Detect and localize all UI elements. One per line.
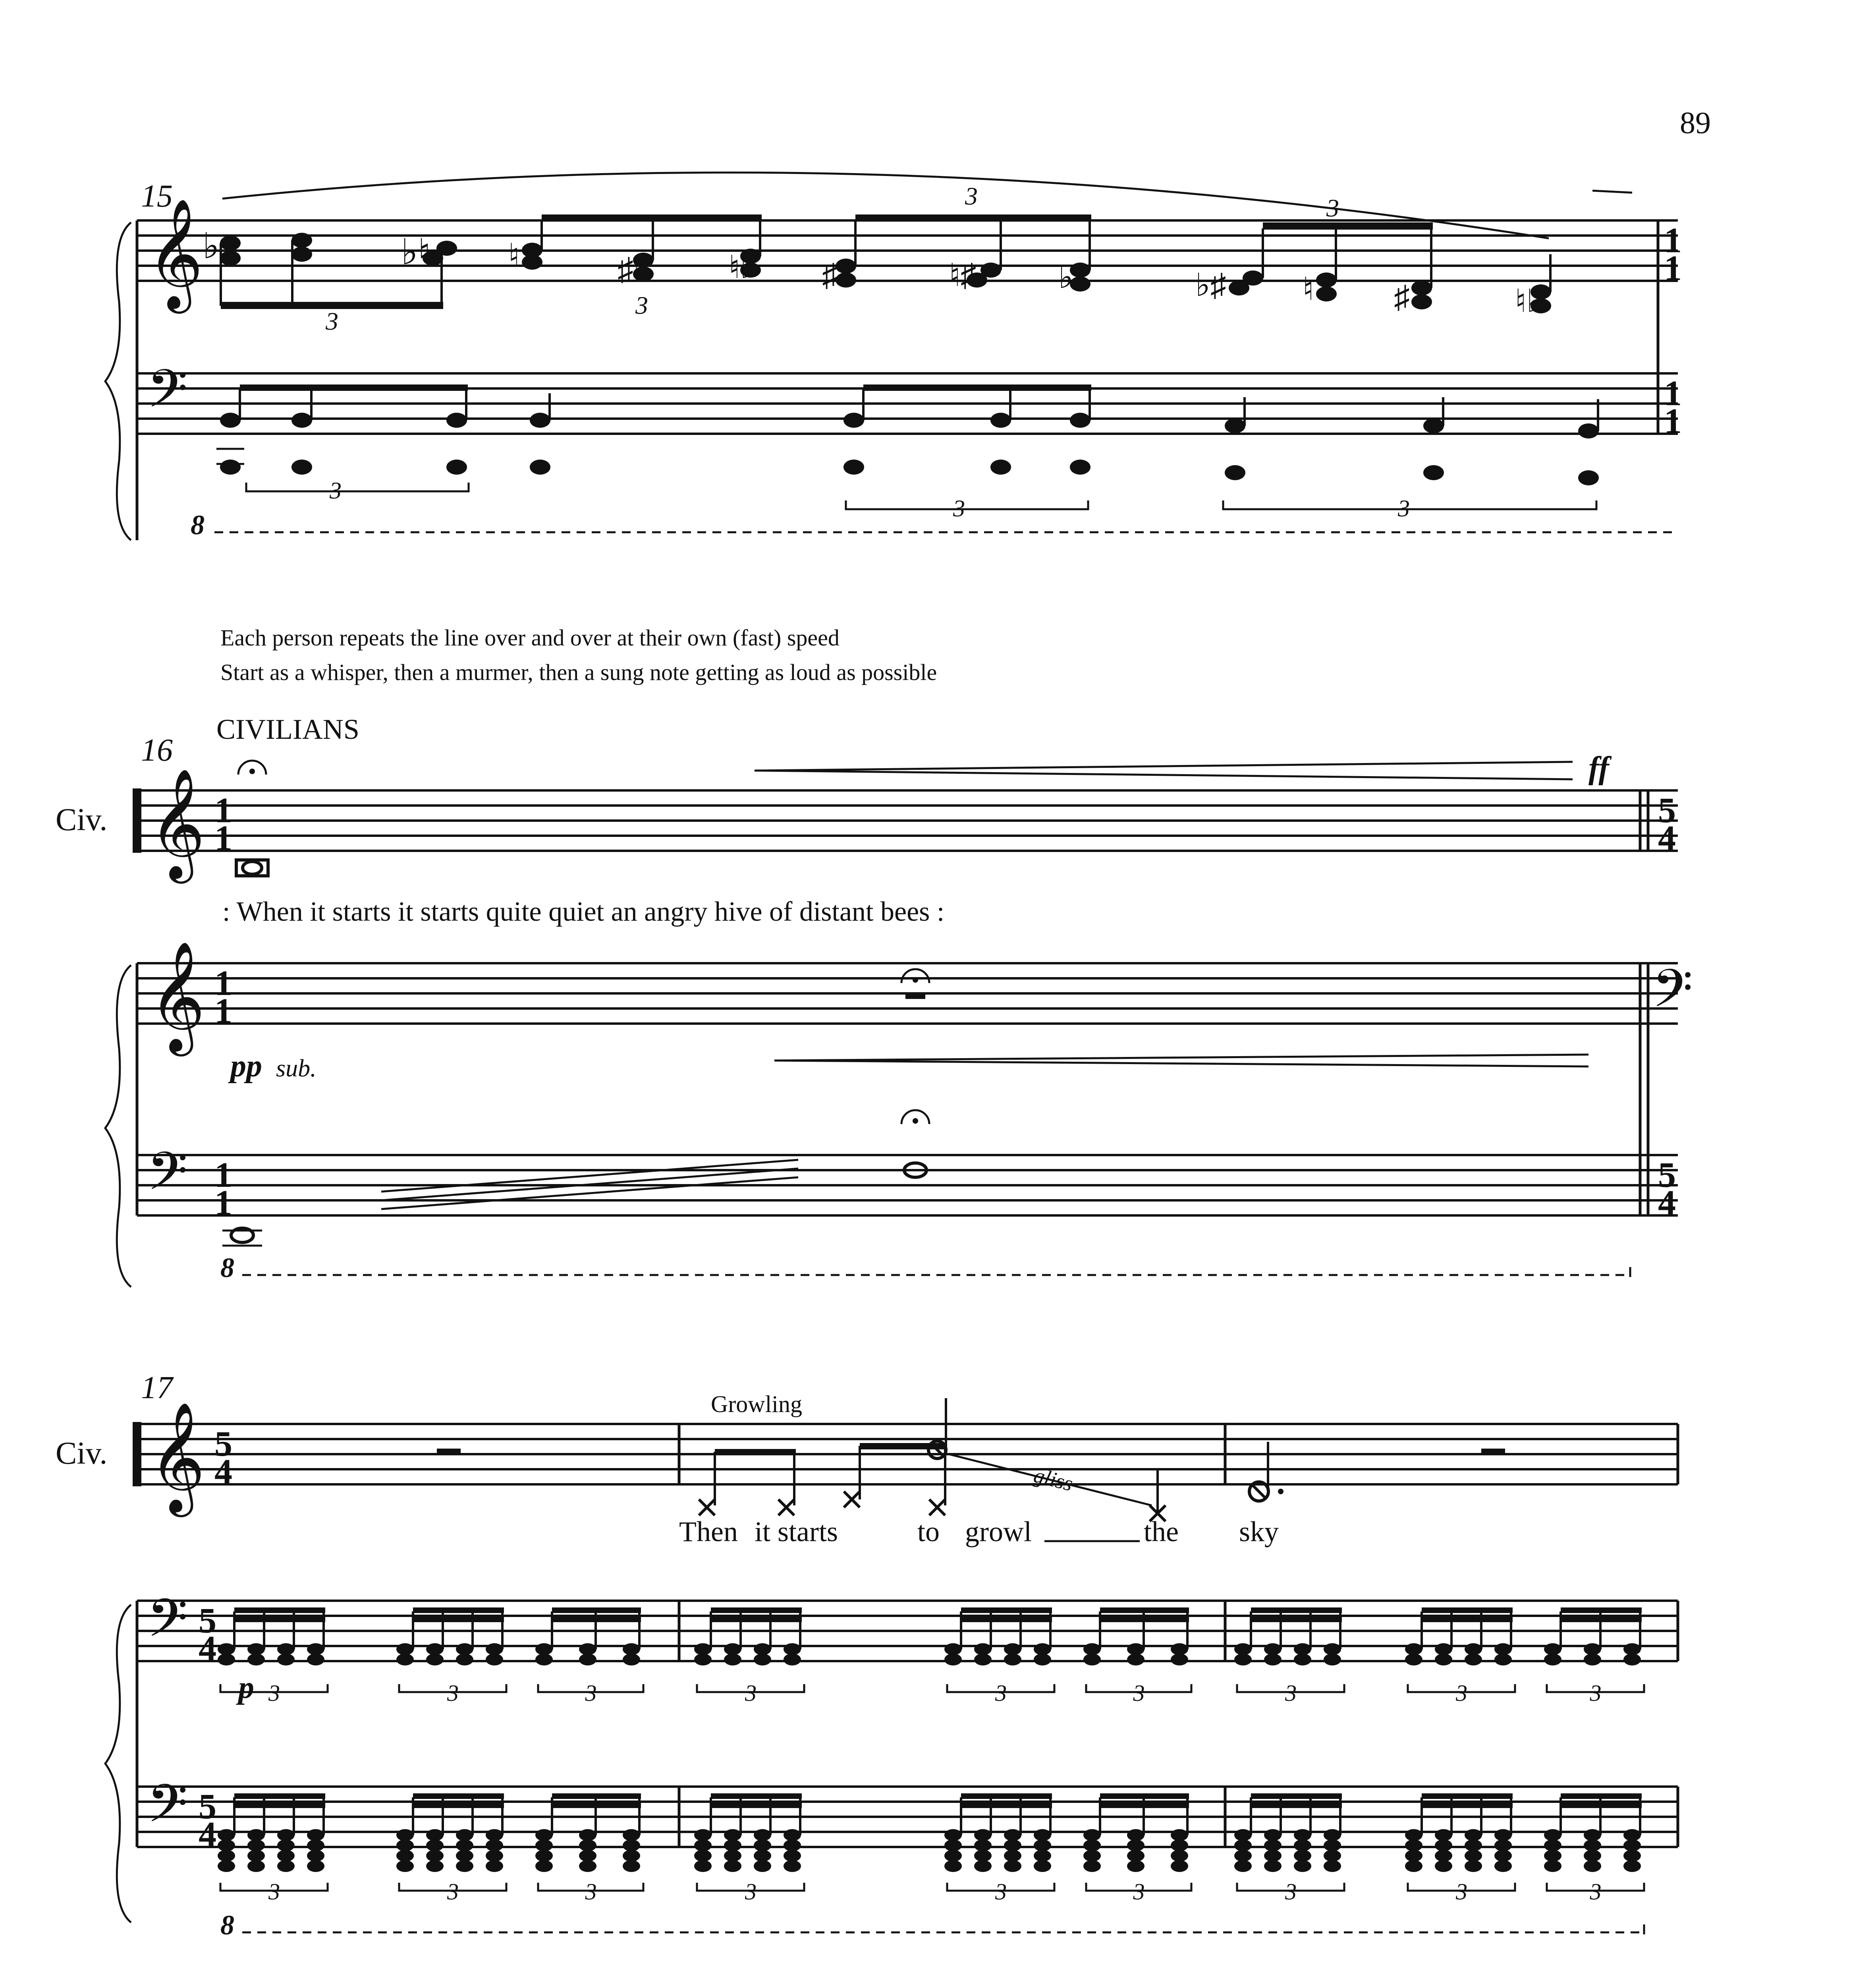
svg-text:♮: ♮ bbox=[1303, 272, 1314, 307]
grand-staff-brace bbox=[105, 222, 131, 540]
page-number: 89 bbox=[1680, 105, 1711, 140]
svg-text:♯♮: ♯♮ bbox=[618, 252, 645, 287]
svg-text:𝄢: 𝄢 bbox=[147, 1775, 188, 1846]
svg-text:𝄞: 𝄞 bbox=[149, 771, 205, 877]
svg-text:♭: ♭ bbox=[203, 227, 220, 266]
instruction-line-1: Each person repeats the line over and over at their own (fast) speed bbox=[220, 625, 840, 651]
svg-text:3: 3 bbox=[330, 477, 342, 504]
staff-label-civ: Civ. bbox=[56, 802, 108, 837]
svg-text:3: 3 bbox=[326, 307, 338, 335]
svg-text:sky: sky bbox=[1239, 1516, 1279, 1547]
svg-text:3: 3 bbox=[1326, 194, 1339, 222]
svg-text:3: 3 bbox=[745, 1680, 757, 1706]
svg-text:1: 1 bbox=[214, 991, 232, 1031]
svg-text:4: 4 bbox=[199, 1629, 216, 1668]
svg-text:3: 3 bbox=[995, 1879, 1007, 1905]
civilians-staff-1 bbox=[137, 790, 1678, 851]
svg-text:growl: growl bbox=[965, 1516, 1032, 1547]
svg-text:3: 3 bbox=[1285, 1879, 1297, 1905]
dynamic-ff: ff bbox=[1588, 751, 1609, 786]
svg-text:♯: ♯ bbox=[1394, 280, 1410, 315]
svg-text:the: the bbox=[1144, 1516, 1179, 1547]
performance-note-growling: Growling bbox=[711, 1391, 802, 1417]
svg-text:3: 3 bbox=[965, 182, 978, 210]
svg-text:𝄢: 𝄢 bbox=[147, 1590, 188, 1660]
dynamic-p: p bbox=[238, 1670, 254, 1705]
treble-clef: 𝄞 bbox=[147, 201, 203, 307]
svg-text:𝄞: 𝄞 bbox=[149, 944, 205, 1049]
instruction-line-2: Start as a whisper, then a murmer, then a sung note getting as loud as possible bbox=[220, 659, 937, 685]
piano-rh-chords-m17-19 bbox=[218, 1607, 1644, 1706]
svg-text:3: 3 bbox=[268, 1879, 280, 1905]
svg-text:♮♭: ♮♭ bbox=[1515, 284, 1542, 319]
dynamic-sub: sub. bbox=[276, 1055, 317, 1082]
measure-number-16: 16 bbox=[141, 733, 173, 768]
svg-text:5: 5 bbox=[1658, 1155, 1676, 1195]
piano-lh-chords-m17-19 bbox=[218, 1793, 1644, 1905]
svg-text:4: 4 bbox=[1658, 1183, 1676, 1223]
svg-text:♮♯: ♮♯ bbox=[949, 258, 977, 293]
svg-text:3: 3 bbox=[1398, 495, 1410, 522]
treble-staff-1 bbox=[137, 220, 1678, 281]
svg-text:1: 1 bbox=[214, 1155, 232, 1195]
svg-text:5: 5 bbox=[199, 1601, 216, 1640]
svg-text:3: 3 bbox=[1590, 1680, 1602, 1706]
svg-text:1: 1 bbox=[1664, 221, 1682, 260]
svg-text:3: 3 bbox=[953, 495, 965, 522]
svg-text:3: 3 bbox=[1590, 1879, 1602, 1905]
svg-text:5: 5 bbox=[1658, 791, 1676, 830]
svg-text:♮♭: ♮♭ bbox=[729, 250, 755, 285]
svg-text:3: 3 bbox=[447, 1680, 459, 1706]
svg-text:3: 3 bbox=[1285, 1680, 1297, 1706]
octave-sign: 8 bbox=[191, 510, 205, 541]
svg-text:1: 1 bbox=[214, 1183, 232, 1223]
svg-text:3: 3 bbox=[585, 1879, 597, 1905]
measure-number-17: 17 bbox=[141, 1370, 173, 1405]
svg-text:3: 3 bbox=[745, 1879, 757, 1905]
svg-text:𝄢: 𝄢 bbox=[147, 1143, 188, 1213]
svg-text:Then: Then bbox=[679, 1516, 738, 1547]
svg-text:8: 8 bbox=[220, 1910, 234, 1941]
svg-text:𝄞: 𝄞 bbox=[149, 1404, 205, 1510]
svg-text:4: 4 bbox=[1658, 819, 1676, 858]
svg-text:3: 3 bbox=[1456, 1680, 1467, 1706]
svg-text:3: 3 bbox=[1133, 1680, 1145, 1706]
svg-text:4: 4 bbox=[199, 1815, 216, 1854]
svg-text:to: to bbox=[917, 1516, 940, 1547]
svg-text:1: 1 bbox=[1664, 249, 1682, 288]
bass-clef: 𝄢 bbox=[147, 360, 188, 431]
svg-text:it starts: it starts bbox=[755, 1516, 838, 1547]
svg-text:5: 5 bbox=[214, 1424, 232, 1464]
svg-text:5: 5 bbox=[199, 1787, 216, 1826]
svg-text:4: 4 bbox=[214, 1452, 232, 1491]
svg-text:1: 1 bbox=[214, 819, 232, 858]
svg-text:3: 3 bbox=[995, 1680, 1007, 1706]
svg-text:♯: ♯ bbox=[822, 258, 838, 293]
svg-text:♭♯: ♭♯ bbox=[1195, 268, 1226, 303]
system-1 bbox=[105, 172, 1682, 541]
svg-text:3: 3 bbox=[1456, 1879, 1467, 1905]
svg-text:3: 3 bbox=[268, 1680, 280, 1706]
staff-label-civ: Civ. bbox=[56, 1436, 108, 1471]
svg-text:♮: ♮ bbox=[508, 238, 520, 273]
svg-text:3: 3 bbox=[635, 291, 648, 319]
svg-text:1: 1 bbox=[1664, 402, 1682, 441]
measure-number-15: 15 bbox=[141, 179, 173, 214]
svg-text:8: 8 bbox=[220, 1253, 234, 1283]
svg-text:3: 3 bbox=[585, 1680, 597, 1706]
svg-text:1: 1 bbox=[1664, 374, 1682, 413]
svg-text:gliss: gliss bbox=[1031, 1463, 1075, 1496]
lyric-line-m16: : When it starts it starts quite quiet an angry hive of distant bees : bbox=[222, 896, 945, 927]
civilians-staff-3 bbox=[137, 1424, 1678, 1484]
svg-text:3: 3 bbox=[1133, 1879, 1145, 1905]
svg-text:1: 1 bbox=[214, 964, 232, 1003]
svg-text:1: 1 bbox=[214, 791, 232, 830]
system-2 bbox=[56, 625, 1693, 1287]
svg-text:𝄢: 𝄢 bbox=[1652, 960, 1693, 1031]
dynamic-pp: pp bbox=[230, 1049, 262, 1084]
svg-text:♭♮: ♭♮ bbox=[401, 233, 431, 272]
section-label: CIVILIANS bbox=[216, 713, 359, 745]
system-3 bbox=[56, 1370, 1678, 1941]
svg-text:♭: ♭ bbox=[1058, 260, 1073, 295]
bass-staff-1 bbox=[137, 373, 1678, 434]
svg-text:3: 3 bbox=[447, 1879, 459, 1905]
